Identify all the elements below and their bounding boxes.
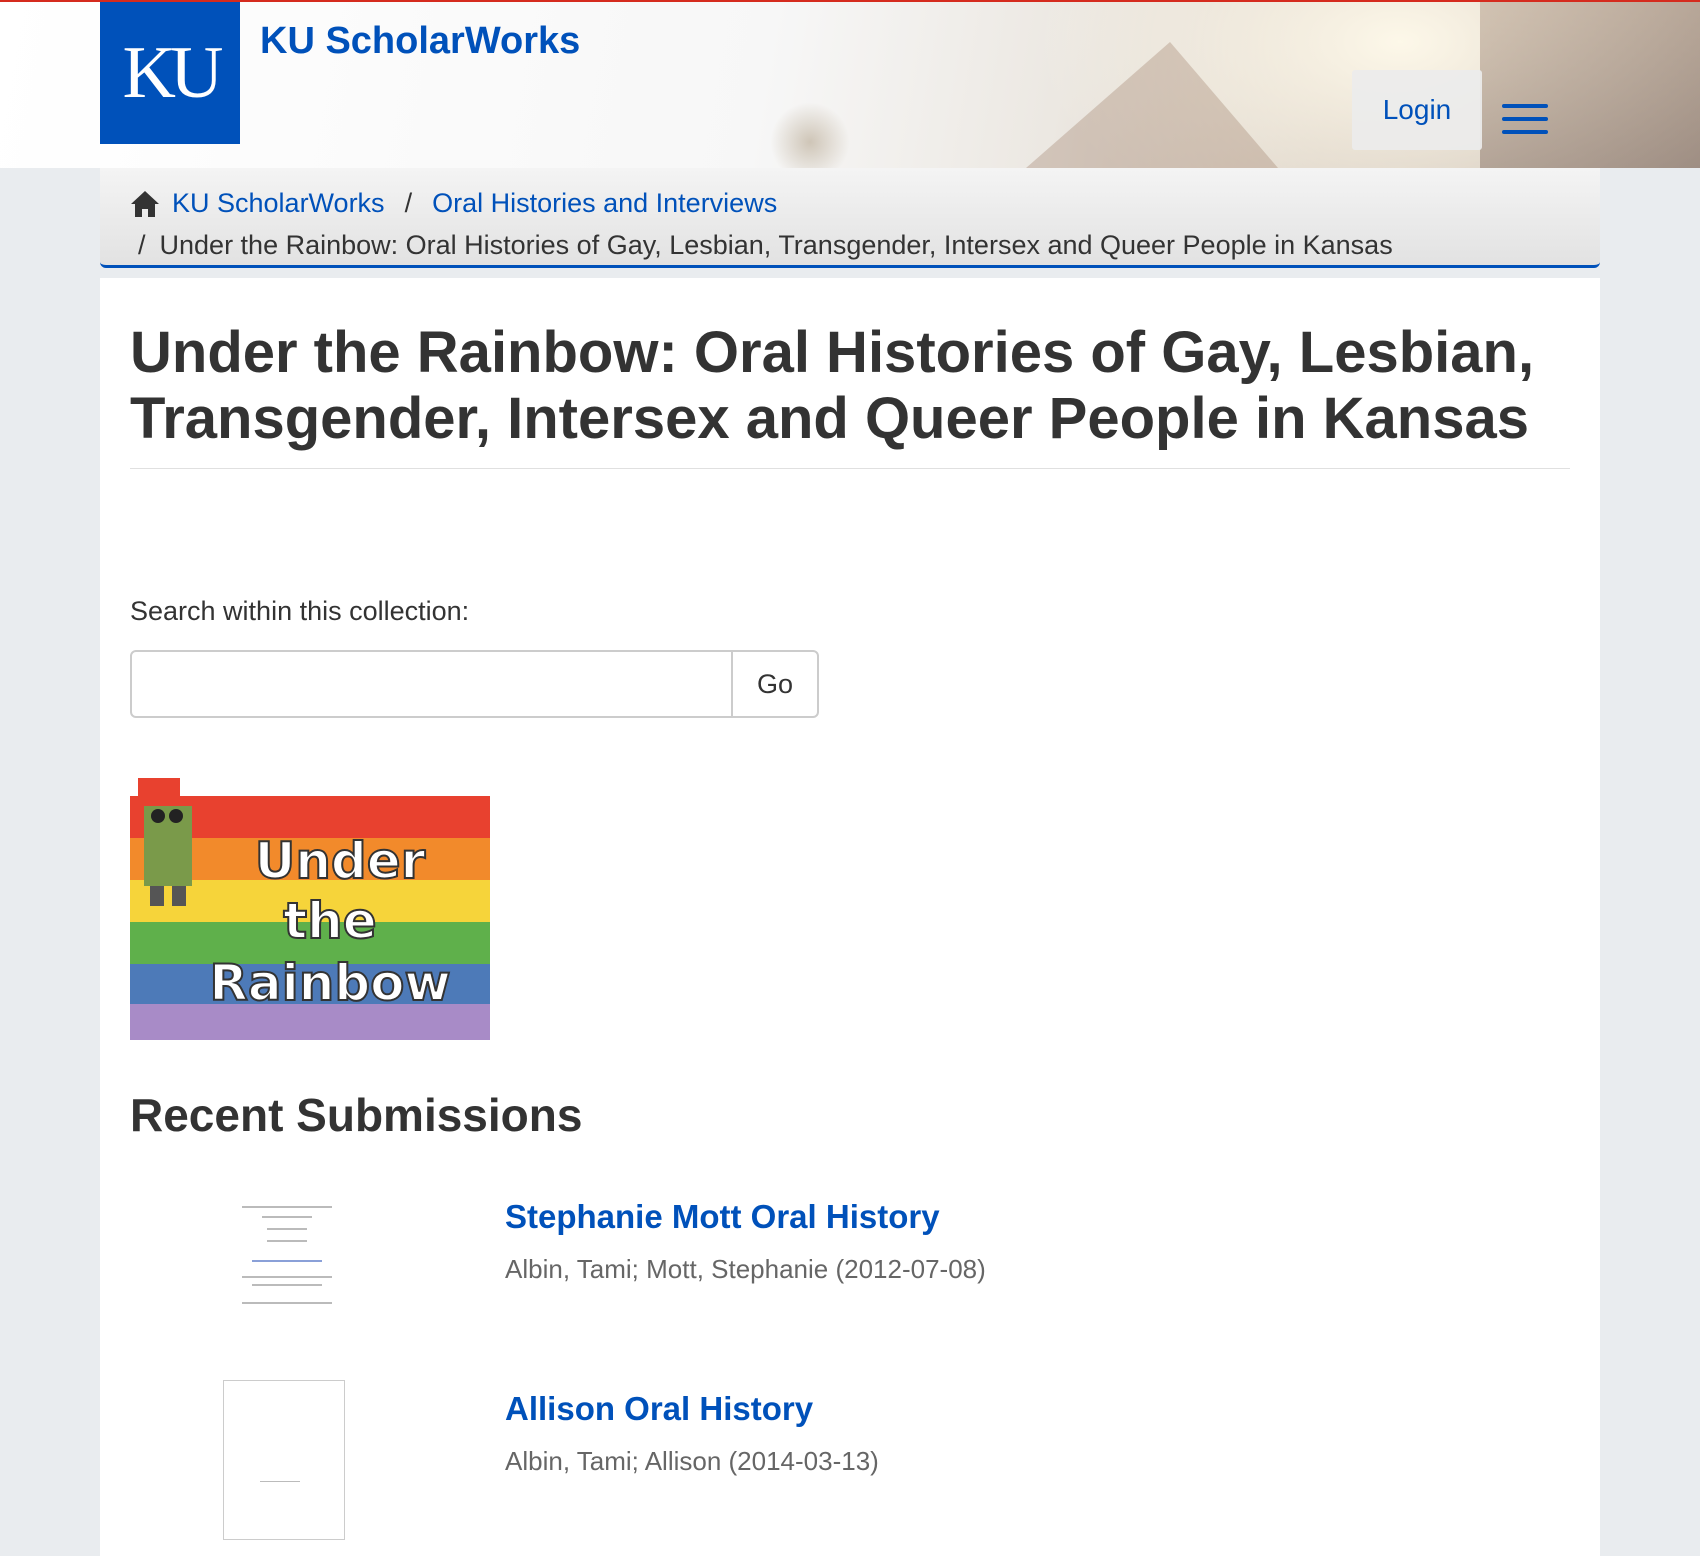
list-item <box>130 1380 1570 1550</box>
collection-search-input[interactable] <box>130 650 733 718</box>
logo-text-line: the <box>283 892 377 950</box>
breadcrumb-current: Under the Rainbow: Oral Histories of Gay, Lesbian, Transgender, Intersex and Queer People in Kansas <box>159 230 1393 260</box>
header-background-building <box>1010 42 1290 168</box>
header-background-building <box>1480 2 1700 168</box>
breadcrumb-separator: / <box>404 188 413 218</box>
title-divider <box>130 468 1570 469</box>
item-title-link[interactable]: Stephanie Mott Oral History <box>505 1198 940 1235</box>
hamburger-menu-icon[interactable] <box>1502 104 1548 134</box>
search-label: Search within this collection: <box>130 596 470 626</box>
item-thumbnail[interactable] <box>222 1188 352 1348</box>
home-icon[interactable] <box>130 190 160 218</box>
breadcrumb-separator: / <box>138 230 146 260</box>
go-button[interactable]: Go <box>731 650 819 718</box>
page-title: Under the Rainbow: Oral Histories of Gay, Lesbian, Transgender, Intersex and Queer People in Kansas <box>130 320 1535 451</box>
header-background-tree <box>770 102 850 168</box>
item-thumbnail[interactable] <box>223 1380 345 1540</box>
breadcrumb <box>100 168 1600 268</box>
main-content <box>100 278 1600 1556</box>
login-button[interactable]: Login <box>1352 70 1482 150</box>
ku-logo[interactable]: KU <box>100 2 240 144</box>
logo-text-line: Under <box>254 832 426 890</box>
recent-submissions-heading: Recent Submissions <box>130 1089 583 1141</box>
item-meta: Albin, Tami; Mott, Stephanie (2012-07-08) <box>505 1254 986 1284</box>
list-item <box>130 1188 1570 1358</box>
breadcrumb-home-link[interactable]: KU ScholarWorks <box>172 188 385 218</box>
item-title-link[interactable]: Allison Oral History <box>505 1390 814 1427</box>
item-meta: Albin, Tami; Allison (2014-03-13) <box>505 1446 879 1476</box>
collection-logo-image <box>130 778 490 1044</box>
breadcrumb-parent-link[interactable]: Oral Histories and Interviews <box>432 188 778 218</box>
site-header <box>0 0 1700 168</box>
site-title-link[interactable]: KU ScholarWorks <box>260 20 581 62</box>
logo-text-line: Rainbow <box>209 954 451 1012</box>
